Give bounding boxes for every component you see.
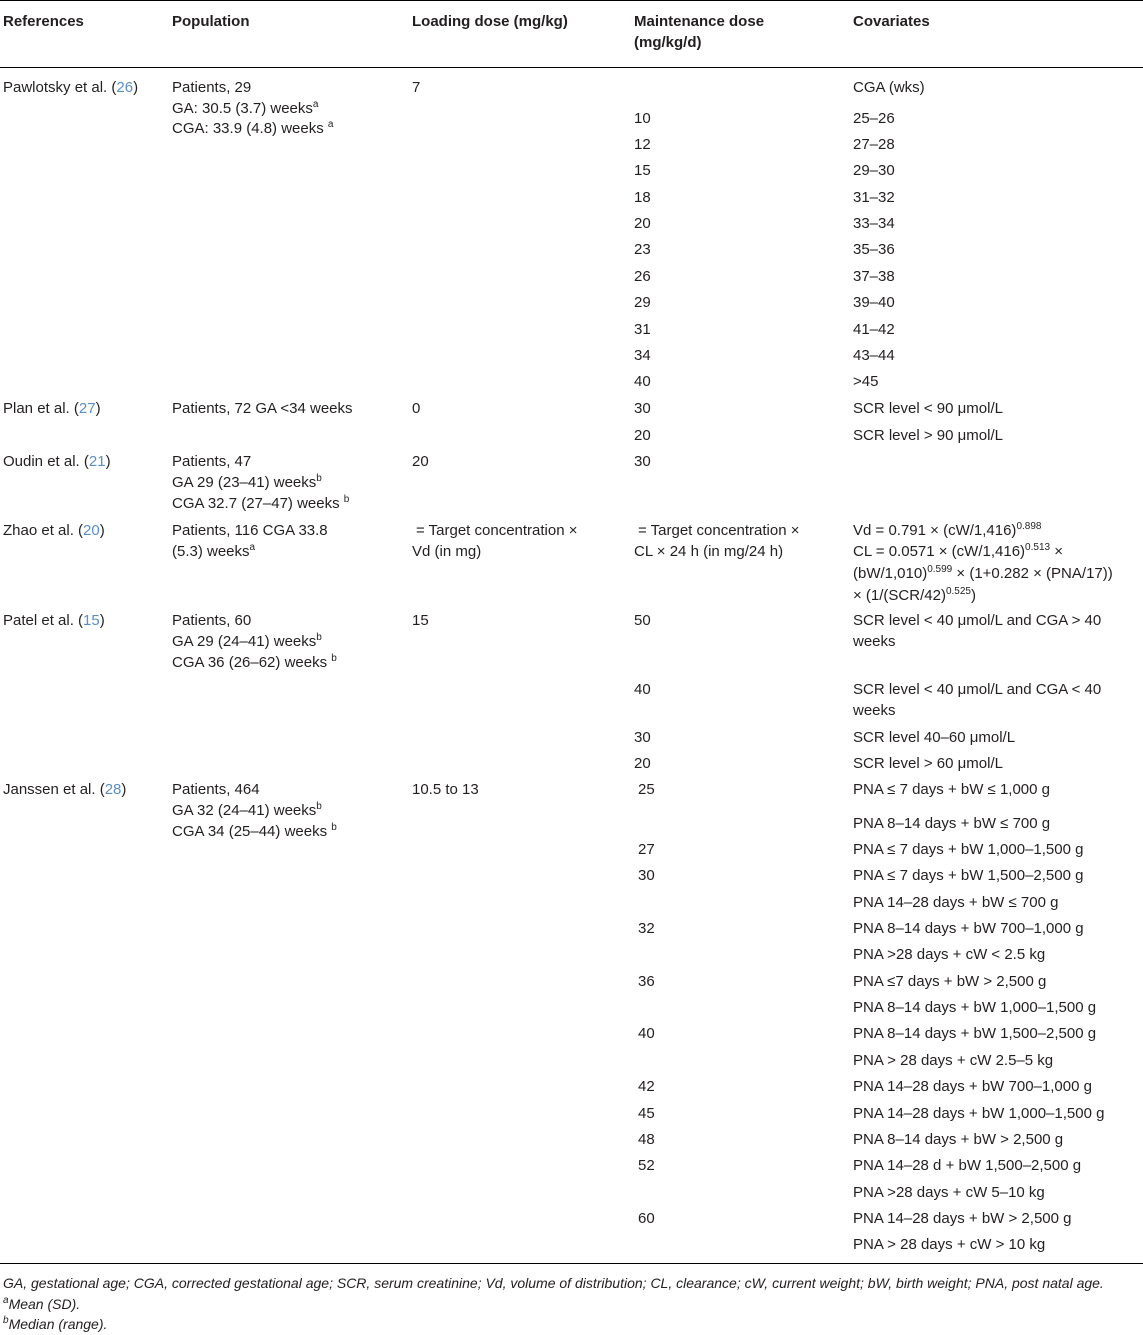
population-line: GA 29 (24–41) weeks$^b$ bbox=[172, 632, 322, 650]
covariate-formula-line: CL = $0.0571 \times (cW/1,416)^{0.513}$ × bbox=[853, 542, 1064, 560]
population-line: CGA 32.7 (27–47) weeks $^b$ bbox=[172, 494, 350, 512]
covariate-cell: CGA (wks) bbox=[853, 79, 925, 96]
maintenance-dose-cell: 12 bbox=[634, 136, 651, 153]
loading-dose-cell: 0 bbox=[412, 400, 421, 417]
covariate-cell: PNA 8–14 days + bW > 2,500 g bbox=[853, 1131, 1064, 1148]
maintenance-dose-cell: 34 bbox=[634, 347, 651, 364]
covariate-cell: PNA 14–28 days + bW ≤ 700 g bbox=[853, 894, 1059, 911]
header-bottom-rule bbox=[0, 67, 1143, 68]
reference-cell: Oudin et al. (21) bbox=[3, 453, 111, 470]
footnote-abbreviations: GA, gestational age; CGA, corrected gestational age; SCR, serum creatinine; Vd, volume of distribution; CL, clearance; cW, current weight; bW, birth weight; PNA, post natal age. bbox=[3, 1275, 1104, 1291]
maintenance-dose-cell: 30 bbox=[638, 867, 655, 884]
loading-dose-cell: 7 bbox=[412, 79, 421, 96]
covariate-cell: PNA ≤ 7 days + bW 1,000–1,500 g bbox=[853, 841, 1084, 858]
population-line: GA 32 (24–41) weeks$^b$ bbox=[172, 801, 322, 819]
covariate-cell: 25–26 bbox=[853, 110, 895, 127]
citation-link[interactable]: 20 bbox=[83, 522, 100, 539]
maintenance-dose-cell: 15 bbox=[634, 162, 651, 179]
covariate-formula-line: × $(1/(SCR/42)^{0.525})$ bbox=[853, 586, 976, 604]
reference-cell: Plan et al. (27) bbox=[3, 400, 101, 417]
reference-cell: Zhao et al. (20) bbox=[3, 522, 105, 539]
covariate-cell: PNA 8–14 days + bW 700–1,000 g bbox=[853, 920, 1084, 937]
maintenance-dose-cell: 30 bbox=[634, 400, 651, 417]
citation-link[interactable]: 27 bbox=[78, 400, 96, 417]
population-line: Patients, 464 bbox=[172, 781, 260, 798]
population-line: Patients, 29 bbox=[172, 79, 252, 96]
maintenance-dose-cell: 45 bbox=[638, 1105, 655, 1122]
covariate-cell: PNA 8–14 days + bW 1,000–1,500 g bbox=[853, 999, 1097, 1016]
maintenance-dose-cell: 30 bbox=[634, 729, 651, 746]
population-line: Patients, 60 bbox=[172, 612, 252, 629]
covariate-cell: 39–40 bbox=[853, 294, 895, 311]
maintenance-dose-cell: 50 bbox=[634, 612, 651, 629]
header-maintenance-dose: Maintenance dose bbox=[634, 13, 765, 30]
reference-cell: Pawlotsky et al. (26) bbox=[3, 79, 139, 96]
maintenance-dose-cell: 31 bbox=[634, 321, 651, 338]
loading-dose-cell: Vd (in mg) bbox=[412, 543, 482, 560]
maintenance-dose-cell: 60 bbox=[638, 1210, 655, 1227]
citation-link[interactable]: 21 bbox=[88, 453, 106, 470]
covariate-cell: 41–42 bbox=[853, 321, 895, 338]
loading-dose-cell: = Target concentration × bbox=[416, 522, 578, 539]
maintenance-dose-cell: 42 bbox=[638, 1078, 655, 1095]
table-bottom-rule bbox=[0, 1263, 1143, 1264]
maintenance-dose-cell: 10 bbox=[634, 110, 651, 127]
footnote-b: $^b$Median (range). bbox=[3, 1315, 108, 1332]
covariate-cell: PNA > 28 days + cW 2.5–5 kg bbox=[853, 1052, 1054, 1069]
covariate-cell: 29–30 bbox=[853, 162, 895, 179]
covariate-formula-line: $(bW/1,010)^{0.599} \times (1+0.282 \times (PNA/17))$ bbox=[853, 564, 1113, 582]
maintenance-dose-cell: 30 bbox=[634, 453, 651, 470]
covariate-cell: SCR level 40–60 μmol/L bbox=[853, 729, 1016, 746]
covariate-cell: PNA >28 days + cW < 2.5 kg bbox=[853, 946, 1046, 963]
citation-link[interactable]: 26 bbox=[116, 79, 134, 96]
maintenance-dose-cell: 20 bbox=[634, 215, 651, 232]
population-line: CGA 34 (25–44) weeks $^b$ bbox=[172, 822, 337, 840]
covariate-cell: weeks bbox=[853, 702, 896, 719]
header-loading-dose: Loading dose (mg/kg) bbox=[412, 13, 568, 30]
covariate-cell: PNA 8–14 days + bW 1,500–2,500 g bbox=[853, 1025, 1097, 1042]
population-line: (5.3) weeks$^a$ bbox=[172, 542, 256, 560]
covariate-cell: weeks bbox=[853, 633, 896, 650]
table-top-rule bbox=[0, 0, 1143, 1]
maintenance-dose-cell: 40 bbox=[634, 681, 651, 698]
loading-dose-cell: 10.5 to 13 bbox=[412, 781, 479, 798]
reference-cell: Patel et al. (15) bbox=[3, 612, 105, 629]
covariate-cell: 27–28 bbox=[853, 136, 895, 153]
maintenance-dose-cell: 32 bbox=[638, 920, 655, 937]
header-population: Population bbox=[172, 13, 250, 30]
population-line: Patients, 47 bbox=[172, 453, 252, 470]
covariate-cell: 33–34 bbox=[853, 215, 895, 232]
maintenance-dose-cell: 25 bbox=[638, 781, 655, 798]
covariate-cell: >45 bbox=[853, 373, 879, 390]
loading-dose-cell: 15 bbox=[412, 612, 429, 629]
maintenance-dose-cell: 26 bbox=[634, 268, 651, 285]
covariate-cell: PNA 14–28 d + bW 1,500–2,500 g bbox=[853, 1157, 1082, 1174]
population-line: Patients, 72 GA <34 weeks bbox=[172, 400, 353, 417]
header-maintenance-dose-unit: (mg/kg/d) bbox=[634, 34, 702, 51]
covariate-cell: PNA >28 days + cW 5–10 kg bbox=[853, 1184, 1045, 1201]
maintenance-dose-cell: 29 bbox=[634, 294, 651, 311]
covariate-cell: SCR level < 40 μmol/L and CGA < 40 bbox=[853, 681, 1102, 698]
loading-dose-cell: 20 bbox=[412, 453, 429, 470]
covariate-cell: SCR level < 40 μmol/L and CGA > 40 bbox=[853, 612, 1102, 629]
covariate-cell: 35–36 bbox=[853, 241, 895, 258]
maintenance-dose-cell: = Target concentration × bbox=[638, 522, 800, 539]
covariate-cell: PNA ≤ 7 days + bW 1,500–2,500 g bbox=[853, 867, 1084, 884]
covariate-cell: PNA 14–28 days + bW 1,000–1,500 g bbox=[853, 1105, 1105, 1122]
covariate-cell: 37–38 bbox=[853, 268, 895, 285]
population-line: CGA 36 (26–62) weeks $^b$ bbox=[172, 653, 337, 671]
maintenance-dose-cell: 27 bbox=[638, 841, 655, 858]
population-line: GA 29 (23–41) weeks$^b$ bbox=[172, 473, 322, 491]
covariate-cell: PNA 8–14 days + bW ≤ 700 g bbox=[853, 815, 1051, 832]
covariate-cell: SCR level < 90 μmol/L bbox=[853, 400, 1003, 417]
maintenance-dose-cell: 48 bbox=[638, 1131, 655, 1148]
population-line: Patients, 116 CGA 33.8 bbox=[172, 522, 328, 539]
population-line: CGA: 33.9 (4.8) weeks $^a$ bbox=[172, 119, 334, 137]
maintenance-dose-cell: 52 bbox=[638, 1157, 655, 1174]
reference-cell: Janssen et al. (28) bbox=[3, 781, 127, 798]
maintenance-dose-cell: 36 bbox=[638, 973, 655, 990]
covariate-cell: 31–32 bbox=[853, 189, 895, 206]
population-line: GA: 30.5 (3.7) weeks$^a$ bbox=[172, 99, 319, 117]
maintenance-dose-cell: 20 bbox=[634, 755, 651, 772]
covariate-cell: SCR level > 90 μmol/L bbox=[853, 427, 1003, 444]
footnote-a: $^a$Mean (SD). bbox=[3, 1295, 81, 1312]
covariate-cell: PNA ≤7 days + bW > 2,500 g bbox=[853, 973, 1047, 990]
maintenance-dose-cell: 23 bbox=[634, 241, 651, 258]
covariate-cell: 43–44 bbox=[853, 347, 895, 364]
maintenance-dose-cell: 18 bbox=[634, 189, 651, 206]
citation-link[interactable]: 28 bbox=[104, 781, 122, 798]
maintenance-dose-cell: 40 bbox=[638, 1025, 655, 1042]
header-covariates: Covariates bbox=[853, 13, 930, 30]
maintenance-dose-cell: CL × 24 h (in mg/24 h) bbox=[634, 543, 784, 560]
covariate-formula-line: $Vd = 0.791 \times (cW/1,416)^{0.898}$ bbox=[853, 521, 1042, 539]
covariate-cell: PNA 14–28 days + bW 700–1,000 g bbox=[853, 1078, 1092, 1095]
citation-link[interactable]: 15 bbox=[83, 612, 100, 629]
covariate-cell: PNA ≤ 7 days + bW ≤ 1,000 g bbox=[853, 781, 1050, 798]
covariate-cell: PNA > 28 days + cW > 10 kg bbox=[853, 1236, 1046, 1253]
covariate-cell: PNA 14–28 days + bW > 2,500 g bbox=[853, 1210, 1072, 1227]
maintenance-dose-cell: 40 bbox=[634, 373, 651, 390]
header-references: References bbox=[3, 13, 84, 30]
maintenance-dose-cell: 20 bbox=[634, 427, 651, 444]
covariate-cell: SCR level > 60 μmol/L bbox=[853, 755, 1003, 772]
